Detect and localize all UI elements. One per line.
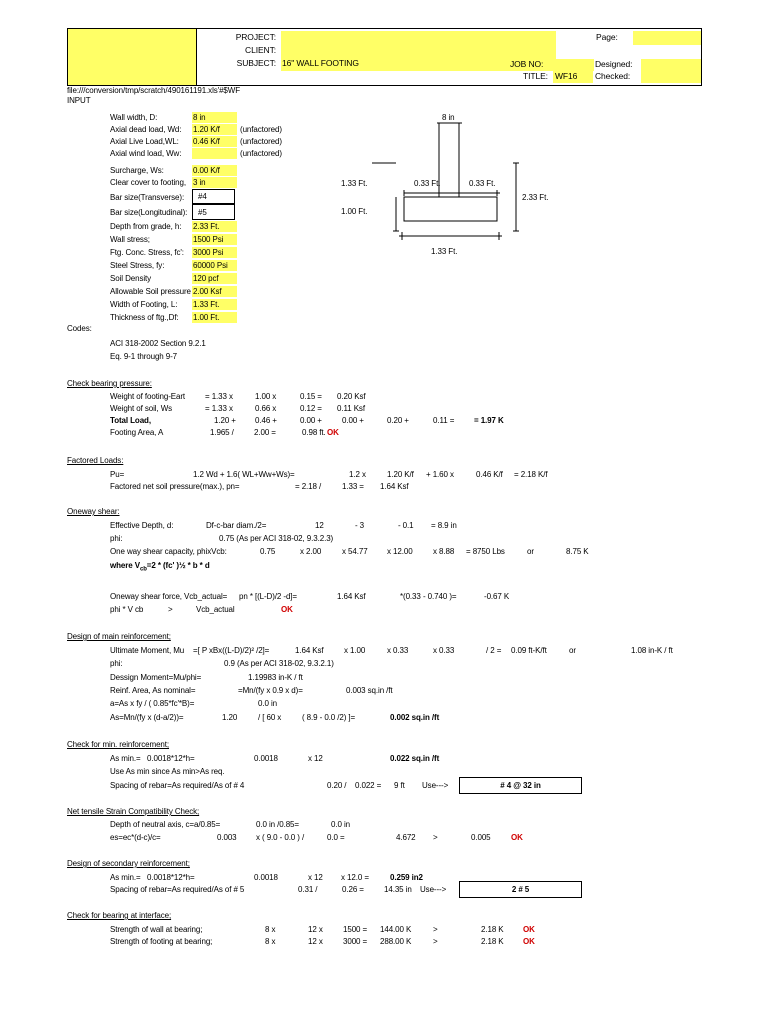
input-label: Ftg. Conc. Stress, fc': — [110, 248, 184, 257]
bearing-cell: 0.20 Ksf — [337, 392, 366, 401]
main-cell: 1.64 Ksf — [295, 646, 324, 655]
ok-badge: OK — [523, 937, 535, 946]
min-cell: As min.= — [110, 754, 141, 763]
factored-cell: 0.46 K/f — [476, 470, 503, 479]
diagram-depth-left: 1.33 Ft. — [341, 179, 368, 188]
oneway-cell: phi * V cb — [110, 605, 144, 614]
min-cell: 0.20 / — [327, 781, 347, 790]
client-label: CLIENT: — [245, 45, 276, 55]
secondary-heading: Design of secondary reinforcement; — [67, 859, 190, 868]
secondary-rebar-result-box — [459, 881, 582, 898]
oneway-cell: -0.67 K — [484, 592, 510, 601]
formula-part: where V — [110, 561, 140, 570]
main-cell: ( 8.9 - 0.0 /2) ]= — [302, 713, 356, 722]
factored-cell: = 2.18 / — [295, 482, 322, 491]
interface-cell: 1500 = — [343, 925, 368, 934]
interface-cell: 144.00 K — [380, 925, 412, 934]
factored-heading: Factored Loads: — [67, 456, 124, 465]
bearing-cell: 0.46 + — [255, 416, 277, 425]
bearing-cell: 1.20 + — [214, 416, 236, 425]
subject-label: SUBJECT: — [236, 58, 276, 68]
main-rebar-result-box — [459, 777, 582, 794]
as-min-result: 0.022 sq.in /ft — [390, 754, 440, 763]
main-cell: x 0.33 — [387, 646, 409, 655]
unfactored-note: (unfactored) — [240, 137, 282, 146]
dead-load-value[interactable]: 1.20 K/f — [193, 125, 220, 134]
strain-cell: 0.003 — [217, 833, 237, 842]
input-label: Width of Footing, L: — [110, 300, 178, 309]
file-path: file:///conversion/tmp/scratch/490161191.xls'#$WF — [67, 86, 241, 95]
input-label: Wall width, D: — [110, 113, 158, 122]
input-label: Wall stress; — [110, 235, 150, 244]
strain-cell: Depth of neutral axis, c=a/0.85= — [110, 820, 221, 829]
bearing-heading: Check bearing pressure: — [67, 379, 152, 388]
interface-heading: Check for bearing at interface; — [67, 911, 172, 920]
secondary-cell: x 12 — [308, 873, 323, 882]
secondary-cell: x 12.0 = — [341, 873, 369, 882]
bearing-cell: Total Load, — [110, 416, 151, 425]
input-label: Axial Live Load,WL: — [110, 137, 179, 146]
formula-part: =2 * (fc' )½ * b * d — [146, 561, 210, 570]
steel-stress-value[interactable]: 60000 Psi — [193, 261, 228, 270]
main-cell: 0.0 in — [258, 699, 277, 708]
diagram-wall-width: 8 in — [442, 113, 455, 122]
secondary-cell: 0.31 / — [298, 885, 318, 894]
interface-cell: 2.18 K — [481, 937, 504, 946]
bearing-cell: 0.11 = — [433, 416, 455, 425]
main-cell: Reinf. Area, As nominal= — [110, 686, 196, 695]
min-cell: x 12 — [308, 754, 323, 763]
input-label: Allowable Soil pressure — [110, 287, 191, 296]
interface-cell: Strength of footing at bearing; — [110, 937, 213, 946]
factored-cell: Pu= — [110, 470, 125, 479]
bearing-cell: 0.66 x — [255, 404, 277, 413]
main-cell: 0.003 sq.in /ft — [346, 686, 393, 695]
total-load-result: = 1.97 K — [474, 416, 504, 425]
strain-cell: > — [433, 833, 438, 842]
oneway-cell: phi: — [110, 534, 123, 543]
main-cell: 1.08 in-K / ft — [631, 646, 673, 655]
ok-badge: OK — [523, 925, 535, 934]
bearing-cell: 0.12 = — [300, 404, 322, 413]
min-cell: Spacing of rebar=As required/As of # 4 — [110, 781, 245, 790]
strain-cell: 0.0 in — [331, 820, 350, 829]
oneway-cell: 0.75 (As per ACI 318-02, 9.3.2.3) — [219, 534, 334, 543]
interface-cell: 288.00 K — [380, 937, 412, 946]
footing-section — [404, 197, 497, 221]
secondary-cell: Spacing of rebar=As required/As of # 5 — [110, 885, 245, 894]
bar-transverse-value: #4 — [198, 192, 207, 201]
factored-cell: 1.2 x — [349, 470, 366, 479]
oneway-cell: - 0.1 — [398, 521, 414, 530]
codes-line: Eq. 9-1 through 9-7 — [110, 352, 178, 361]
factored-cell: 1.64 Ksf — [380, 482, 409, 491]
oneway-cell: Vcb_actual — [196, 605, 235, 614]
subject-value: 16" WALL FOOTING — [282, 58, 359, 68]
bearing-cell: 1.00 x — [255, 392, 277, 401]
bearing-cell: = 1.33 x — [205, 392, 233, 401]
main-cell: 1.19983 in-K / ft — [248, 673, 303, 682]
oneway-cell: > — [168, 605, 173, 614]
secondary-result: 0.259 in2 — [390, 873, 423, 882]
input-label: Bar size(Transverse): — [110, 193, 185, 202]
diagram-depth-right: 2.33 Ft. — [522, 193, 549, 202]
oneway-cell: = 8.9 in — [431, 521, 457, 530]
oneway-cell: = 8750 Lbs — [466, 547, 505, 556]
bearing-cell: 0.00 + — [300, 416, 322, 425]
input-heading: INPUT — [67, 96, 91, 105]
live-load-value[interactable]: 0.46 K/f — [193, 137, 220, 146]
title-label: TITLE: — [523, 71, 548, 81]
min-cell: Use---> — [422, 781, 449, 790]
interface-cell: 12 x — [308, 937, 323, 946]
main-cell: a=As x fy / ( 0.85*fc'*B)= — [110, 699, 195, 708]
footing-width-value[interactable]: 1.33 Ft. — [193, 300, 220, 309]
secondary-cell: As min.= — [110, 873, 141, 882]
input-label: Bar size(Longitudinal): — [110, 208, 188, 217]
diagram-footing-width: 1.33 Ft. — [431, 247, 458, 256]
input-label: Steel Stress, fy: — [110, 261, 165, 270]
strain-heading: Net tensile Strain Compatibility Check; — [67, 807, 200, 816]
factored-cell: + 1.60 x — [426, 470, 454, 479]
oneway-cell: pn * [(L-D)/2 -d]= — [239, 592, 298, 601]
main-cell: 0.09 ft-K/ft — [511, 646, 547, 655]
interface-cell: > — [433, 925, 438, 934]
oneway-formula — [110, 561, 210, 575]
main-cell: or — [569, 646, 576, 655]
oneway-cell: x 54.77 — [342, 547, 368, 556]
codes-line: ACI 318-2002 Section 9.2.1 — [110, 339, 206, 348]
min-cell: 9 ft — [394, 781, 405, 790]
min-cell: 0.0018*12*h= — [147, 754, 195, 763]
oneway-cell: or — [527, 547, 534, 556]
input-label: Axial dead load, Wd: — [110, 125, 182, 134]
oneway-cell: 8.75 K — [566, 547, 589, 556]
factored-cell: 1.20 K/f — [387, 470, 414, 479]
bearing-cell: Footing Area, A — [110, 428, 164, 437]
bearing-cell: 2.00 = — [254, 428, 276, 437]
main-rebar-result: # 4 @ 32 in — [500, 781, 541, 790]
wall-stress-value[interactable]: 1500 Psi — [193, 235, 224, 244]
factored-cell: 1.2 Wd + 1.6( WL+Ww+Ws)= — [193, 470, 295, 479]
secondary-rebar-result: 2 # 5 — [511, 885, 530, 894]
strain-cell: 4.672 — [396, 833, 416, 842]
main-cell: Dessign Moment=Mu/phi= — [110, 673, 202, 682]
codes-heading: Codes: — [67, 324, 92, 333]
oneway-cell: *(0.33 — [400, 592, 421, 601]
conc-stress-value[interactable]: 3000 Psi — [193, 248, 224, 257]
ok-badge: OK — [511, 833, 523, 842]
footing-thickness-value[interactable]: 1.00 Ft. — [193, 313, 220, 322]
oneway-heading: Oneway shear: — [67, 507, 120, 516]
oneway-cell: 1.64 Ksf — [337, 592, 366, 601]
oneway-cell: 12 — [315, 521, 324, 530]
project-label: PROJECT: — [235, 32, 276, 42]
strain-cell: 0.0 in /0.85= — [256, 820, 299, 829]
secondary-cell: 0.0018*12*h= — [147, 873, 195, 882]
secondary-cell: 14.35 in — [384, 885, 412, 894]
interface-cell: Strength of wall at bearing; — [110, 925, 203, 934]
factored-cell: = 2.18 K/f — [514, 470, 548, 479]
strain-cell: 0.0 = — [327, 833, 345, 842]
interface-cell: 3000 = — [343, 937, 368, 946]
strain-cell: x ( 9.0 - 0.0 ) / — [256, 833, 305, 842]
formula-sub: cb — [139, 566, 147, 573]
min-cell: 0.0018 — [254, 754, 278, 763]
title-value: WF16 — [555, 71, 578, 81]
main-cell: Ultimate Moment, Mu — [110, 646, 185, 655]
oneway-cell: - 0.740 )= — [423, 592, 457, 601]
min-reinf-heading: Check for min. reinforcement; — [67, 740, 170, 749]
oneway-cell: One way shear capacity, phixVcb: — [110, 547, 227, 556]
surcharge-value[interactable]: 0.00 K/f — [193, 166, 220, 175]
checked-label: Checked: — [595, 71, 631, 81]
strain-cell: 0.005 — [471, 833, 491, 842]
main-cell: 1.20 — [222, 713, 238, 722]
wall-section — [439, 123, 459, 197]
main-cell: =Mn/(fy x 0.9 x d)= — [238, 686, 303, 695]
bearing-cell: 0.00 + — [342, 416, 364, 425]
main-cell: As=Mn/(fy x (d-a/2))= — [110, 713, 184, 722]
input-label: Clear cover to footing, — [110, 178, 186, 187]
oneway-cell: x 2.00 — [300, 547, 322, 556]
clear-cover-value[interactable]: 3 in — [193, 178, 206, 187]
main-cell: x 0.33 — [433, 646, 455, 655]
jobno-label: JOB NO: — [510, 59, 544, 69]
input-label: Thickness of ftg.,Df: — [110, 313, 179, 322]
main-cell: / 2 = — [486, 646, 502, 655]
strain-cell: es=ec*(d-c)/c= — [110, 833, 161, 842]
bearing-cell: = 1.33 x — [205, 404, 233, 413]
input-label: Axial wind load, Ww: — [110, 149, 182, 158]
unfactored-note: (unfactored) — [240, 125, 282, 134]
depth-value[interactable]: 2.33 Ft. — [193, 222, 220, 231]
as-result: 0.002 sq.in /ft — [390, 713, 440, 722]
oneway-cell: x 12.00 — [387, 547, 413, 556]
page-label: Page: — [596, 32, 618, 42]
diagram-proj-right: 0.33 Ft. — [469, 179, 496, 188]
soil-density-value[interactable]: 120 pcf — [193, 274, 219, 283]
ok-badge: OK — [327, 428, 339, 437]
main-reinf-heading: Design of main reinforcement; — [67, 632, 171, 641]
min-cell: 0.022 = — [355, 781, 382, 790]
secondary-cell: Use---> — [420, 885, 447, 894]
main-cell: phi: — [110, 659, 123, 668]
bearing-cell: Weight of soil, Ws — [110, 404, 173, 413]
designed-label: Designed: — [595, 59, 633, 69]
wall-width-value[interactable]: 8 in — [193, 113, 206, 122]
input-label: Surcharge, Ws: — [110, 166, 164, 175]
factored-cell: Factored net soil pressure(max.), pn= — [110, 482, 240, 491]
oneway-cell: x 8.88 — [433, 547, 455, 556]
secondary-cell: 0.26 = — [342, 885, 364, 894]
oneway-cell: 0.75 — [260, 547, 276, 556]
diagram-thickness: 1.00 Ft. — [341, 207, 368, 216]
bearing-cell: 0.20 + — [387, 416, 409, 425]
factored-cell: 1.33 = — [342, 482, 364, 491]
bearing-cell: 0.11 Ksf — [337, 404, 365, 413]
bearing-cell: 1.965 / — [210, 428, 234, 437]
ok-badge: OK — [281, 605, 293, 614]
min-cell: Use As min since As min>As req. — [110, 767, 225, 776]
footing-diagram — [0, 0, 768, 330]
interface-cell: 8 x — [265, 925, 276, 934]
bearing-cell: Weight of footing-Eart — [110, 392, 186, 401]
input-label: Depth from grade, h: — [110, 222, 182, 231]
secondary-cell: 0.0018 — [254, 873, 278, 882]
oneway-cell: Df-c-bar diam./2= — [206, 521, 267, 530]
oneway-cell: Effective Depth, d: — [110, 521, 174, 530]
oneway-cell: Oneway shear force, Vcb_actual= — [110, 592, 228, 601]
main-cell: / [ 60 x — [258, 713, 282, 722]
bar-longitudinal-value: #5 — [198, 208, 207, 217]
input-label: Soil Density — [110, 274, 152, 283]
diagram-proj-left: 0.33 Ft. — [414, 179, 441, 188]
allow-soil-value[interactable]: 2.00 Ksf — [193, 287, 222, 296]
interface-cell: 8 x — [265, 937, 276, 946]
main-cell: x 1.00 — [344, 646, 366, 655]
interface-cell: 12 x — [308, 925, 323, 934]
interface-cell: > — [433, 937, 438, 946]
oneway-cell: - 3 — [355, 521, 365, 530]
main-cell: =[ P xBx((L-D)/2)² /2]= — [193, 646, 270, 655]
main-cell: 0.9 (As per ACI 318-02, 9.3.2.1) — [224, 659, 334, 668]
bearing-cell: 0.15 = — [300, 392, 322, 401]
unfactored-note: (unfactored) — [240, 149, 282, 158]
bearing-cell: 0.98 ft. — [302, 428, 326, 437]
interface-cell: 2.18 K — [481, 925, 504, 934]
